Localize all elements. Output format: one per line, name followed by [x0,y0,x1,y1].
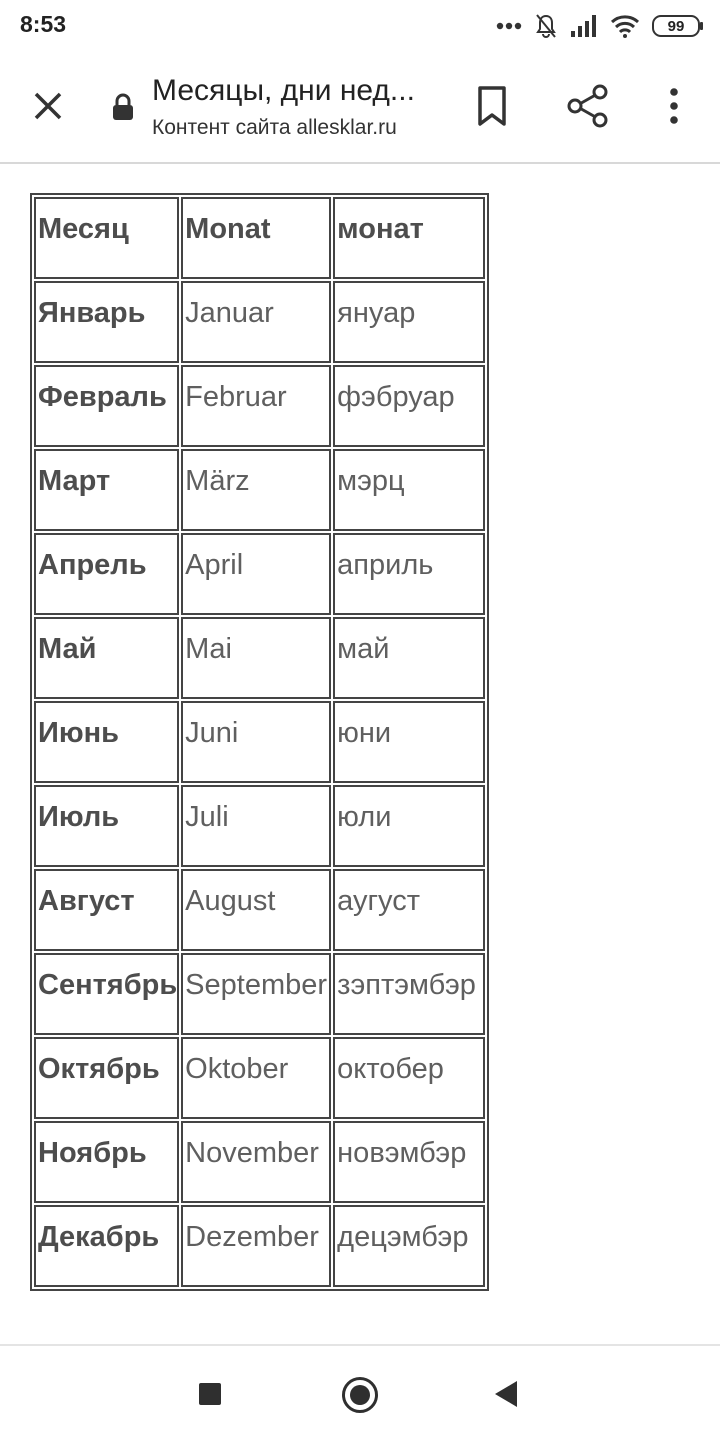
table-row-header-cell: Октябрь [34,1037,179,1119]
status-icons [496,12,700,40]
page-subtitle-text: Контент сайта allesklar.ru [152,116,397,139]
table-cell: Juli [181,785,331,867]
table-cell: юни [333,701,485,783]
table-cell: August [181,869,331,951]
table-cell: юли [333,785,485,867]
browser-app-bar [0,52,720,164]
table-row [34,365,485,447]
table-row-header-cell: Декабрь [34,1205,179,1287]
table-row-header-cell: Сентябрь [34,953,179,1035]
table-row [34,953,485,1035]
table-header-row [34,197,485,279]
table-row [34,1121,485,1203]
table-cell: новэмбэр [333,1121,485,1203]
table-row-header-cell: Май [34,617,179,699]
table-cell: Dezember [181,1205,331,1287]
table-header-cell: Monat [181,197,331,279]
table-row-header-cell: Март [34,449,179,531]
table-cell: мэрц [333,449,485,531]
table-cell: май [333,617,485,699]
more-notifications-icon [496,21,522,31]
page-title[interactable]: Месяцы, дни нед... [152,74,415,107]
table-row [34,785,485,867]
status-bar [0,0,720,52]
wifi-icon [610,14,640,38]
muted-bell-icon [534,13,558,39]
table-row-header-cell: Июль [34,785,179,867]
more-options-icon[interactable] [654,82,694,130]
table-row [34,533,485,615]
table-header-cell: монат [333,197,485,279]
table-row-header-cell: Август [34,869,179,951]
months-table [30,193,489,1291]
system-nav-bar [0,1344,720,1442]
table-header-cell: Месяц [34,197,179,279]
table-row [34,617,485,699]
table-cell: фэбруар [333,365,485,447]
table-cell: April [181,533,331,615]
table-row-header-cell: Февраль [34,365,179,447]
months-table-container [30,193,489,1291]
table-cell: януар [333,281,485,363]
back-icon[interactable] [495,1381,517,1407]
table-row [34,449,485,531]
table-cell: Mai [181,617,331,699]
close-icon[interactable] [24,82,72,130]
lock-icon [110,92,136,122]
home-icon[interactable] [342,1377,378,1413]
table-row [34,1037,485,1119]
recent-apps-icon[interactable] [199,1383,221,1405]
table-cell: Februar [181,365,331,447]
table-row [34,281,485,363]
table-cell: Juni [181,701,331,783]
status-time: 8:53 [20,11,67,37]
page-subtitle[interactable] [152,116,437,140]
bookmark-icon[interactable] [470,82,514,130]
table-cell: Oktober [181,1037,331,1119]
table-cell: априль [333,533,485,615]
table-row-header-cell: Ноябрь [34,1121,179,1203]
table-cell: März [181,449,331,531]
table-cell: аугуст [333,869,485,951]
table-cell: октобер [333,1037,485,1119]
table-cell: зэптэмбэр [333,953,485,1035]
table-row [34,1205,485,1287]
table-cell: децэмбэр [333,1205,485,1287]
share-icon[interactable] [563,81,613,131]
table-row-header-cell: Апрель [34,533,179,615]
table-row [34,701,485,783]
table-cell: Januar [181,281,331,363]
signal-icon [570,14,598,38]
table-row-header-cell: Январь [34,281,179,363]
table-cell: November [181,1121,331,1203]
table-row-header-cell: Июнь [34,701,179,783]
table-row [34,869,485,951]
table-cell: September [181,953,331,1035]
battery-indicator: 99 [652,15,700,37]
